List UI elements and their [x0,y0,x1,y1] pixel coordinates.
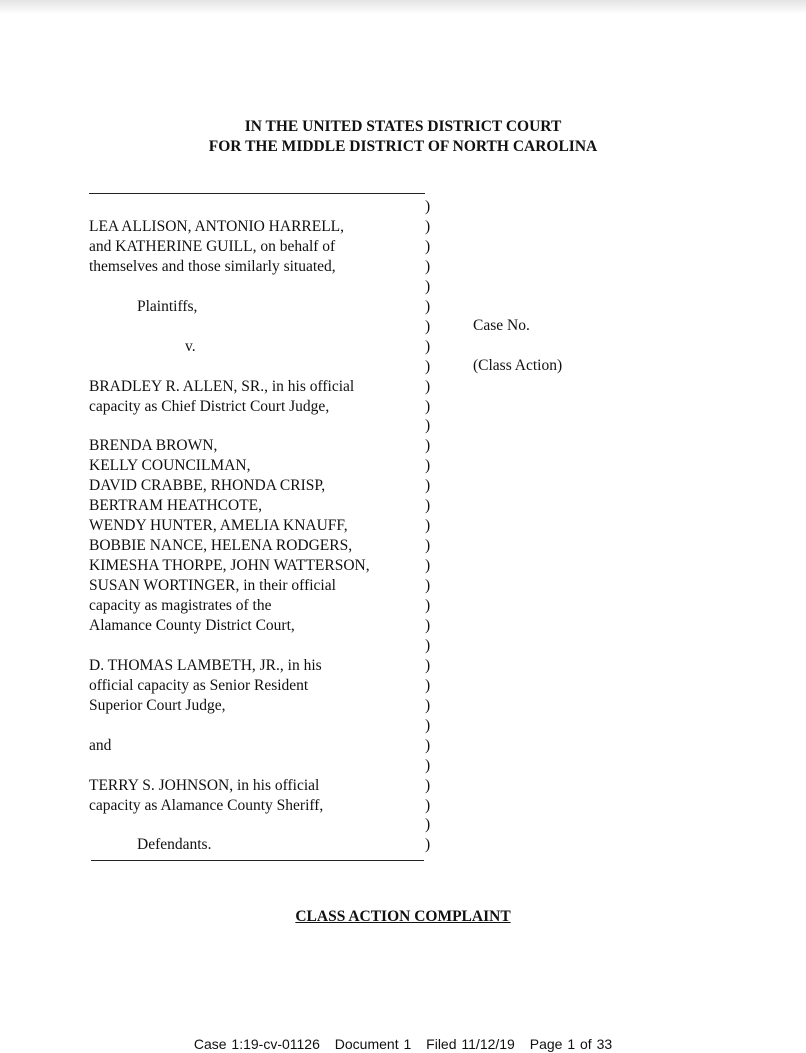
caption-text: Plaintiffs, [137,297,198,315]
caption-text: v. [185,337,196,355]
caption-text: KIMESHA THORPE, JOHN WATTERSON, [89,557,370,575]
caption-row [89,756,509,776]
filing-footer [0,1035,806,1053]
caption-text: D. THOMAS LAMBETH, JR., in his [89,656,322,674]
caption-paren: ) [425,477,431,495]
class-action-label: (Class Action) [473,357,563,374]
caption-paren: ) [425,616,431,634]
caption-paren: ) [425,716,431,734]
caption-row [89,736,509,756]
caption-paren: ) [425,237,431,255]
caption-paren: ) [425,597,431,614]
document-title-text: CLASS ACTION COMPLAINT [295,908,511,925]
caption-paren: ) [425,656,431,674]
caption-row [89,496,509,516]
caption-text: Defendants. [137,836,212,854]
caption-row [89,237,509,257]
caption-row [89,696,509,716]
footer-page-count: Page 1 of 33 [529,1036,613,1052]
caption-paren: ) [425,277,431,295]
caption-text: and KATHERINE GUILL, on behalf of [89,237,336,255]
caption-text: capacity as Alamance County Sheriff, [89,796,324,814]
caption-paren: ) [425,577,431,595]
caption-row [89,337,509,357]
caption-row [89,217,509,237]
caption-row [89,357,509,377]
caption-text: capacity as magistrates of the [89,597,272,614]
caption-text: DAVID CRABBE, RHONDA CRISP, [89,477,326,495]
caption-row [89,377,509,397]
caption-paren: ) [425,437,431,455]
caption-row [89,596,509,616]
caption-bottom-rule [91,860,424,861]
caption-text: BRADLEY R. ALLEN, SR., in his official [89,377,355,395]
caption-paren: ) [425,497,431,515]
caption-paren: ) [425,696,431,714]
caption-row [89,456,509,476]
caption-paren: ) [425,377,431,395]
caption-text: KELLY COUNCILMAN, [89,457,251,475]
caption-top-rule [89,193,425,194]
caption-paren: ) [425,397,431,415]
caption-text: SUSAN WORTINGER, in their official [89,577,336,595]
caption-text: LEA ALLISON, ANTONIO HARRELL, [89,217,345,235]
caption-paren: ) [425,537,431,555]
caption-paren: ) [425,836,431,854]
caption-text: BRENDA BROWN, [89,437,218,455]
caption-row [89,297,509,317]
caption-row [89,436,509,456]
caption-paren: ) [425,317,431,335]
caption-paren: ) [425,776,431,794]
caption-row [89,277,509,297]
caption-row [89,815,509,835]
footer-document: Document 1 [334,1036,412,1052]
caption-paren: ) [425,217,431,235]
caption-row [89,416,509,436]
caption-paren: ) [425,517,431,535]
caption-paren: ) [425,816,431,834]
caption-text: themselves and those similarly situated, [89,257,336,275]
caption-row [89,317,509,337]
caption-paren: ) [425,198,431,215]
caption-row [89,556,509,576]
caption-row [89,656,509,676]
caption-row [89,716,509,736]
court-name-line-1: IN THE UNITED STATES DISTRICT COURT [244,118,562,135]
caption-text: TERRY S. JOHNSON, in his official [89,776,320,794]
caption-row [89,397,509,417]
caption-row [89,197,509,217]
court-name-line-2: FOR THE MIDDLE DISTRICT OF NORTH CAROLINA [208,138,598,155]
footer-case-number: Case 1:19-cv-01126 [193,1036,320,1052]
caption-paren: ) [425,357,431,375]
caption-row [89,576,509,596]
caption-text: WENDY HUNTER, AMELIA KNAUFF, [89,517,348,535]
document-title [0,907,806,927]
caption-paren: ) [425,756,431,774]
caption-row [89,616,509,636]
caption-row [89,536,509,556]
caption-paren: ) [425,457,431,475]
caption-paren: ) [425,676,431,694]
caption-paren: ) [425,257,431,275]
caption-text: BOBBIE NANCE, HELENA RODGERS, [89,537,353,555]
case-number-label: Case No. [473,317,530,334]
caption-paren: ) [425,736,431,754]
caption-row [89,476,509,496]
caption-row [89,835,509,855]
caption-row [89,796,509,816]
caption-text: and [89,736,112,754]
footer-filed-date: Filed 11/12/19 [426,1036,515,1052]
caption-row [89,776,509,796]
caption-paren: ) [425,796,431,814]
caption-text: Superior Court Judge, [89,696,226,714]
caption-text: Alamance County District Court, [89,616,295,634]
caption-text: official capacity as Senior Resident [89,676,309,694]
caption-row [89,257,509,277]
caption-paren: ) [425,417,431,435]
caption-text: BERTRAM HEATHCOTE, [89,497,263,515]
caption-row [89,636,509,656]
caption-paren: ) [425,297,431,315]
caption-text: capacity as Chief District Court Judge, [89,397,330,415]
caption-paren: ) [425,636,431,654]
caption-row [89,516,509,536]
caption-paren: ) [425,557,431,575]
caption-row [89,676,509,696]
caption-paren: ) [425,337,431,355]
